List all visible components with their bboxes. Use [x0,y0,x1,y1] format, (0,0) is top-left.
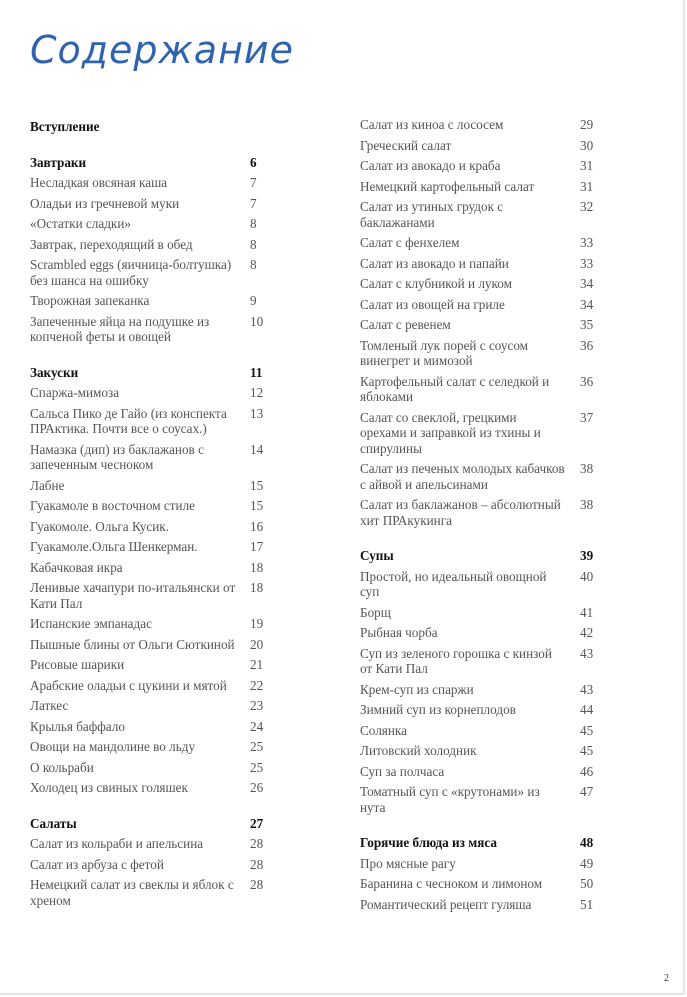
page-title: Содержание [30,28,294,72]
toc-entry [360,374,600,405]
toc-entry-page: 15 [250,498,264,513]
toc-entry [30,237,292,253]
toc-entry-page: 18 [250,580,264,595]
toc-entry-title: Крем-суп из спаржи [360,681,474,697]
toc-entry-title: Баранина с чесноком и лимоном [360,876,543,891]
toc-entry-title: Салат из утиных грудок с баклажанами [360,199,504,230]
toc-entry-title: Сальса Пико де Гайо (из конспекта ПРАктика. Почти все о соусах.) [30,405,227,436]
toc-entry-title: Салат с фенхелем [360,235,460,250]
toc-entry-title: Про мясные рагу [360,855,456,871]
toc-entry-page: 18 [250,559,264,575]
toc-entry-page: 33 [580,255,594,271]
toc-entry [360,117,600,133]
toc-entry [360,856,600,872]
toc-entry [360,897,600,913]
toc-section-heading [360,548,600,564]
toc-entry-page: 39 [580,548,594,563]
toc-entry-title: Супы [360,548,394,563]
toc-entry-page: 16 [250,518,264,534]
toc-entry-title: Немецкий картофельный салат [360,178,535,194]
toc-entry-title: Салат из кольраби и апельсина [30,836,204,851]
toc-entry-page: 44 [580,702,594,717]
toc-entry-page: 7 [250,195,257,211]
toc-entry-title: Творожная запеканка [30,293,150,308]
toc-entry-title: Салат с ревенем [360,317,451,332]
toc-entry-page: 35 [580,317,594,332]
toc-entry-title: Салат с клубникой и луком [360,276,512,291]
toc-entry [360,297,600,313]
toc-entry-page: 20 [250,636,264,652]
toc-entry-page: 47 [580,784,594,799]
toc-entry-title: Салат из арбуза с фетой [30,856,164,872]
toc-entry-page: 43 [580,645,594,661]
toc-entry-title: Простой, но идеальный овощной суп [360,568,547,599]
toc-entry [30,698,292,714]
toc-entry-page: 49 [580,855,594,871]
toc-entry-title: Лабне [30,477,65,493]
toc-entry-title: Запеченные яйца на подушке из копченой феты и овощей [30,313,210,344]
toc-entry [360,743,600,759]
toc-entry [30,739,292,755]
toc-entry [360,317,600,333]
toc-entry-title: Арабские оладьи с цукини и мятой [30,677,227,693]
toc-entry [360,723,600,739]
toc-entry [360,199,600,230]
toc-entry [30,498,292,514]
toc-section-heading [30,816,292,832]
toc-entry [360,497,600,528]
toc-entry [30,196,292,212]
toc-entry-title: Рисовые шарики [30,657,125,672]
toc-entry-page: 6 [250,154,257,170]
toc-left-column [30,119,292,913]
toc-entry-title: Картофельный салат с селедкой и яблоками [360,373,550,404]
toc-entry-title: Салат из печеных молодых кабачков с айвой и апельсинами [360,461,565,492]
toc-entry-page: 29 [580,117,594,132]
toc-entry-page: 8 [250,216,257,231]
toc-entry-page: 28 [250,836,264,851]
toc-entry-title: Суп за полчаса [360,763,445,779]
toc-entry-title: Немецкий салат из свеклы и яблок с хреном [30,877,234,908]
toc-entry-title: Закуски [30,364,79,380]
toc-entry-page: 22 [250,677,264,693]
toc-entry-page: 42 [580,625,594,640]
toc-entry-title: Греческий салат [360,137,452,153]
toc-section-heading [360,835,600,851]
toc-entry-page: 34 [580,296,594,312]
toc-entry-page: 15 [250,477,264,493]
toc-entry [360,276,600,292]
toc-entry [360,764,600,780]
toc-entry-page: 23 [250,698,264,713]
toc-entry-page: 33 [580,235,594,250]
toc-entry-title: Горячие блюда из мяса [360,835,497,850]
toc-entry [30,406,292,437]
toc-entry-page: 45 [580,722,594,738]
toc-entry-title: Овощи на мандолине во льду [30,739,196,754]
toc-entry-page: 48 [580,835,594,850]
toc-entry-page: 17 [250,539,264,554]
toc-entry-title: Завтраки [30,154,87,170]
toc-entry [360,235,600,251]
toc-entry-title: Пышные блины от Ольги Сюткиной [30,636,235,652]
toc-entry-title: Томатный суп с «крутонами» из нута [360,784,540,815]
toc-entry-page: 38 [580,461,594,476]
toc-entry [360,461,600,492]
toc-entry [30,385,292,401]
toc-entry-page: 21 [250,657,264,672]
toc-entry [30,478,292,494]
toc-entry-title: Завтрак, переходящий в обед [30,236,193,252]
toc-entry [30,836,292,852]
toc-entry-title: Scrambled eggs (яичница-болтушка) без шанса на ошибку [30,257,232,288]
page-number: 2 [664,973,669,984]
toc-entry [30,257,292,288]
toc-entry-page: 8 [250,236,257,252]
toc-entry-title: Испанские эмпанадас [30,616,152,631]
toc-entry-title: Кабачковая икра [30,559,123,575]
toc-entry-title: Салат из авокадо и краба [360,158,501,173]
toc-entry-page: 50 [580,876,594,891]
toc-entry [30,539,292,555]
toc-section-heading [30,365,292,381]
toc-entry [30,216,292,232]
toc-entry [30,175,292,191]
toc-entry-title: Зимний суп из корнеплодов [360,702,516,717]
toc-entry-title: Салат из киноа с лососем [360,117,504,132]
toc-entry [30,314,292,345]
toc-entry [360,784,600,815]
toc-entry [30,719,292,735]
toc-entry-page: 43 [580,681,594,697]
toc-entry-title: Борщ [360,604,391,620]
toc-entry-title: Оладьи из гречневой муки [30,195,180,211]
toc-entry-title: Суп из зеленого горошка с кинзой от Кати Пал [360,645,552,676]
toc-entry [30,877,292,908]
toc-entry [30,657,292,673]
toc-entry [30,293,292,309]
toc-entry-page: 10 [250,313,264,329]
toc-entry [360,702,600,718]
toc-entry-page: 28 [250,877,264,892]
toc-section-heading [30,155,292,171]
toc-entry-title: Несладкая овсяная каша [30,175,168,190]
toc-entry-page: 32 [580,199,594,214]
toc-entry-title: Солянка [360,722,407,738]
toc-entry-title: Рыбная чорба [360,625,438,640]
toc-section-heading [30,119,292,135]
toc-right-column [360,117,600,917]
toc-entry-title: Спаржа-мимоза [30,385,120,400]
toc-entry-page: 28 [250,856,264,872]
toc-entry-page: 25 [250,739,264,754]
toc-entry [30,857,292,873]
toc-entry-title: Вступление [30,119,100,134]
toc-entry [30,637,292,653]
toc-entry-page: 31 [580,158,594,173]
toc-entry-page: 24 [250,718,264,734]
toc-entry-title: Салат со свеклой, грецкими орехами и заправкой из тхины и спирулины [360,409,541,456]
toc-entry-title: О кольраби [30,759,94,775]
toc-entry-title: Литовский холодник [360,743,477,758]
toc-entry [360,605,600,621]
toc-entry-page: 7 [250,175,257,190]
toc-entry-title: Гуакамоле в восточном стиле [30,498,196,513]
toc-entry-title: Томленый лук порей с соусом винегрет и мимозой [360,337,529,368]
toc-entry-page: 11 [250,364,263,380]
toc-entry-title: Салат из авокадо и папайи [360,255,509,271]
toc-entry-page: 34 [580,276,594,291]
toc-entry-title: Крылья баффало [30,718,125,734]
toc-entry-title: «Остатки сладки» [30,216,131,231]
toc-entry [360,138,600,154]
toc-entry-page: 30 [580,137,594,153]
toc-entry-title: Салаты [30,815,77,831]
toc-entry [360,410,600,457]
toc-entry [360,338,600,369]
toc-entry-page: 26 [250,780,264,795]
toc-entry [30,442,292,473]
toc-entry-page: 8 [250,257,257,272]
toc-entry [360,158,600,174]
toc-entry [360,646,600,677]
toc-entry-title: Холодец из свиных голяшек [30,780,188,795]
toc-entry-page: 36 [580,337,594,353]
toc-entry-title: Латкес [30,698,69,713]
toc-entry-page: 13 [250,405,264,421]
toc-entry [360,876,600,892]
toc-entry-page: 25 [250,759,264,775]
toc-entry-title: Гуакамоле.Ольга Шенкерман. [30,539,198,554]
toc-entry-page: 45 [580,743,594,758]
toc-entry [360,682,600,698]
toc-entry-page: 14 [250,441,264,457]
toc-entry [30,780,292,796]
toc-entry-page: 37 [580,409,594,425]
toc-entry [360,179,600,195]
toc-entry-title: Намазка (дип) из баклажанов с запеченным чесноком [30,441,204,472]
toc-entry-title: Салат из овощей на гриле [360,296,505,312]
toc-entry-title: Ленивые хачапури по-итальянски от Кати Пал [30,580,236,611]
toc-entry-page: 40 [580,568,594,584]
toc-entry-page: 46 [580,763,594,779]
toc-entry [30,580,292,611]
toc-entry-page: 19 [250,616,264,631]
toc-entry-title: Романтический рецепт гуляша [360,896,532,912]
toc-entry-page: 27 [250,815,264,831]
toc-entry [30,760,292,776]
toc-entry [360,625,600,641]
toc-entry [30,616,292,632]
toc-entry-page: 9 [250,293,257,308]
toc-entry-page: 36 [580,373,594,389]
toc-entry-page: 41 [580,604,594,620]
toc-entry [360,256,600,272]
toc-entry-page: 51 [580,896,594,912]
toc-entry [30,519,292,535]
toc-entry-page: 12 [250,385,264,400]
toc-entry-title: Гуакомоле. Ольга Кусик. [30,518,169,534]
toc-entry [360,569,600,600]
toc-entry-page: 38 [580,497,594,512]
toc-entry-title: Салат из баклажанов – абсолютный хит ПРАкукинга [360,497,561,528]
toc-entry-page: 31 [580,178,594,194]
toc-entry [30,560,292,576]
toc-entry [30,678,292,694]
